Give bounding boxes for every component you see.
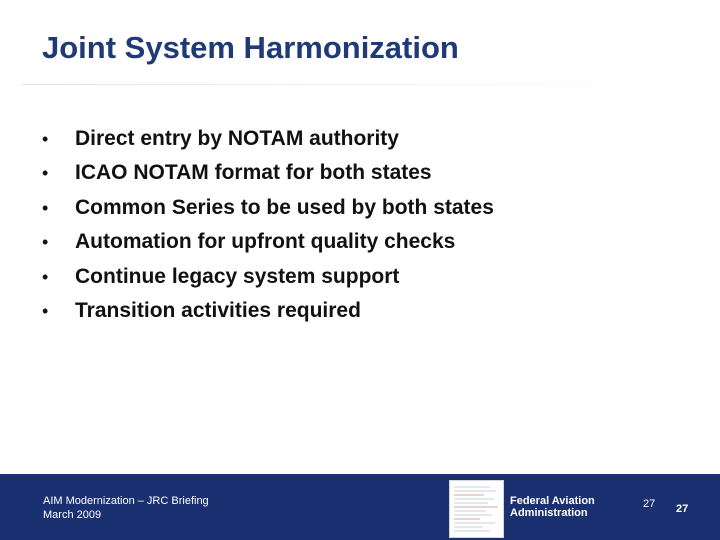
bullet-dot-icon: • [42,266,49,287]
bullet-dot-icon: • [42,163,49,184]
footer-presentation-info [43,494,209,522]
page-number-left: 27 [643,498,656,510]
bullet-item [42,191,494,225]
bullet-text: Transition activities required [75,298,361,322]
bullet-dot-icon: • [42,300,49,321]
bullet-item [42,294,494,328]
slide-title: Joint System Harmonization [42,30,459,65]
presentation-title: AIM Modernization – JRC Briefing [43,495,209,507]
bullet-item [42,225,494,259]
presentation-date: March 2009 [43,509,102,521]
title-divider [22,84,700,85]
bullet-dot-icon: • [42,197,49,218]
bullet-text: Continue legacy system support [75,264,400,288]
bullet-dot-icon: • [42,232,49,253]
faa-seal-icon [449,480,504,538]
bullet-item [42,260,494,294]
footer-bar [0,474,720,540]
bullet-text: ICAO NOTAM format for both states [75,161,432,185]
agency-name [510,495,595,519]
agency-name-line2: Administration [510,507,588,519]
bullet-text: Direct entry by NOTAM authority [75,127,399,150]
bullet-item [42,122,494,156]
seal-graphic [450,481,503,537]
agency-name-line1: Federal Aviation [510,495,595,507]
bullet-dot-icon: • [42,129,49,149]
bullet-text: Automation for upfront quality checks [75,230,456,254]
bullet-list [42,122,494,328]
bullet-text: Common Series to be used by both states [75,195,494,219]
page-number-right: 27 [676,503,689,515]
bullet-item [42,156,494,190]
